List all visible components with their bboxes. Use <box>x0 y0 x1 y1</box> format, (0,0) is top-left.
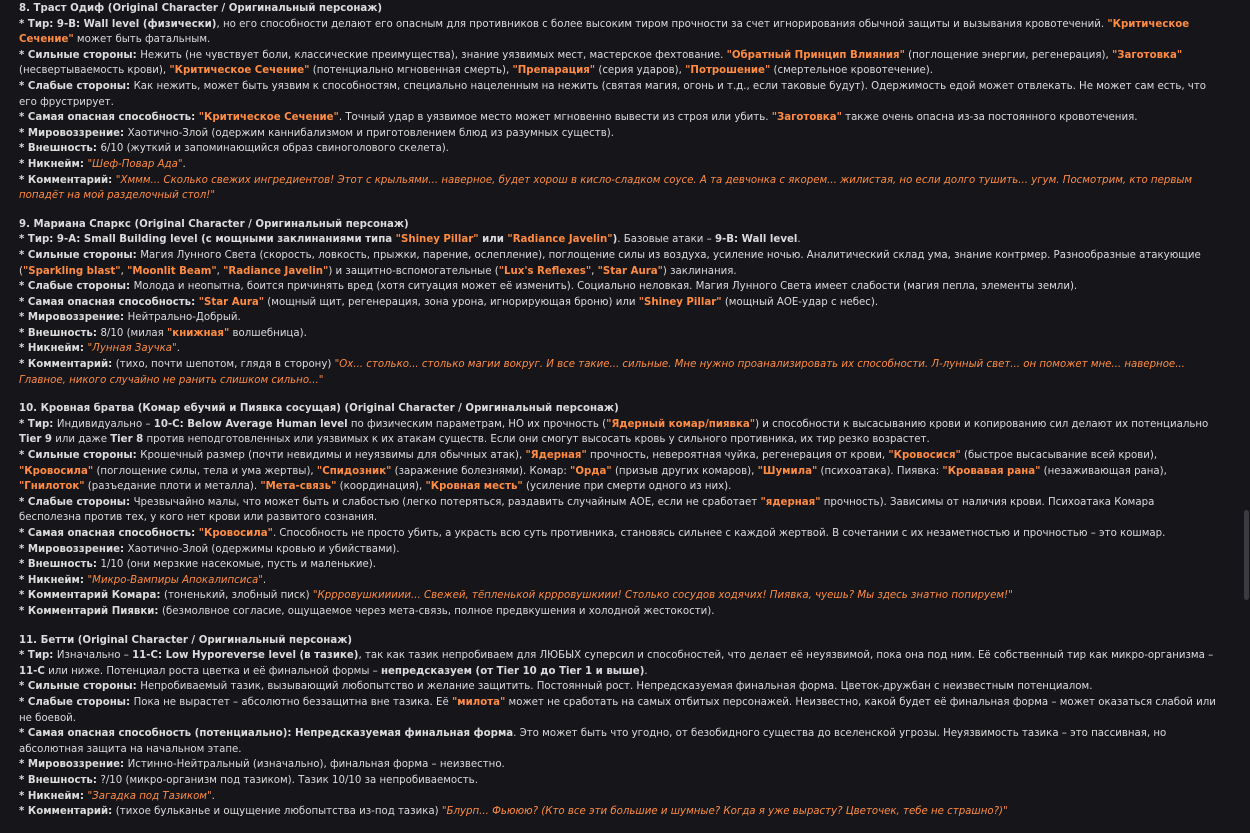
highlight-term: "Критическое Сечение" <box>169 65 310 77</box>
text: . Базовые атаки – <box>617 234 715 246</box>
entry-title: 10. Кровная братва (Комар ебучий и Пиявка сосущая) (Original Character / Оригинальный персонаж) <box>19 403 619 415</box>
highlight-term: "Sparkling blast" <box>22 265 121 277</box>
entry-line <box>19 232 1219 248</box>
text: (тихое бульканье и ощущение любопытства из-под тазика) <box>115 806 442 818</box>
text: может не сработать на самых отбитых персонажей. Неизвестно, какой будет её финальная форма – может оказаться слабой или не боевой. <box>19 696 1216 724</box>
text: (несвертываемость крови), <box>19 65 170 77</box>
text: ) заклинания. <box>662 265 737 277</box>
bold-text: * Слабые стороны: <box>19 496 134 508</box>
bold-text: * Мировоззрение: <box>19 543 128 555</box>
highlight-term: "Star Aura" <box>597 265 663 277</box>
text: Крошечный размер (почти невидимы и неуязвимы для обычных атак), <box>140 450 526 462</box>
bold-text: Tier 8 <box>110 434 144 446</box>
bold-text: * Сильные стороны: <box>19 49 141 61</box>
quote-text: "Микро-Вампиры Апокалипсиса" <box>87 574 263 586</box>
entry-line <box>19 679 1219 695</box>
bold-text: * Никнейм: <box>19 158 88 170</box>
text: . <box>262 574 267 586</box>
bold-text: * Комментарий: <box>19 806 116 818</box>
bold-text: * Никнейм: <box>19 574 88 586</box>
text: Нежить (не чувствует боли, классические преимущества), знание уязвимых мест, мастерское фехтование. <box>140 49 727 61</box>
bold-text: * Сильные стороны: <box>19 681 141 693</box>
text: . Это может быть что угодно, от безобидного существа до вселенской угрозы. Неуязвимость тазика – это пассивная, но абсолютная защита на начальном этапе. <box>19 728 1167 755</box>
text: (психоатака). Пиявка: <box>817 465 943 477</box>
text: , <box>591 265 598 277</box>
highlight-term: "Критическое Сечение" <box>19 18 1190 46</box>
entry-line <box>19 726 1219 757</box>
vertical-scrollbar[interactable] <box>1243 0 1250 798</box>
bold-text: непредсказуем (от Tier 10 до Tier 1 и выше) <box>380 665 645 677</box>
text: (усиление при смерти одного из них). <box>522 481 732 493</box>
highlight-term: "Шумила" <box>757 465 818 477</box>
entry-line <box>19 173 1219 204</box>
entry-line <box>19 648 1219 679</box>
text: (смертельное кровотечение). <box>770 65 933 77</box>
text: Истинно-Нейтральный (изначально), финальная форма – неизвестно. <box>127 759 505 771</box>
entry-line <box>19 110 1219 126</box>
text: , <box>120 265 128 277</box>
entry-line <box>19 417 1219 448</box>
highlight-term: "Radiance Javelin" <box>223 265 329 277</box>
highlight-term: "Star Aura" <box>198 296 265 308</box>
text: 8/10 (милая <box>100 327 167 339</box>
text: Пока не вырастет – абсолютно беззащитна вне тазика. Её <box>133 696 452 708</box>
bold-text: * Самая опасная способность: <box>19 112 199 124</box>
quote-text: "Хммм... Сколько свежих ингредиентов! Этот с крыльями... наверное, будет хорош в кисло-сладком соусе. А та девчонка с якорем... жилистая, но если долго тушить... угум. Посмотрим, кто первым попадёт на мой разделочный стол!" <box>19 174 1193 202</box>
highlight-term: "Кровосися" <box>888 450 961 462</box>
text: . Точный удар в уязвимое место может мгновенно вывести из строя или убить. <box>338 112 772 124</box>
entry-line <box>19 588 1219 604</box>
quote-text: "Кррровушкиииии... Свежей, тёпленькой кррровушкиии! Столько сосудов ходячих! Пиявка, чуешь? Мы здесь знатно попируем!" <box>312 590 1013 602</box>
text: (серия ударов), <box>595 65 686 77</box>
entry-line <box>19 248 1219 279</box>
entry-line <box>19 757 1219 773</box>
bold-text: * Мировоззрение: <box>19 759 128 771</box>
highlight-term: "Кровная месть" <box>425 481 523 493</box>
entry-line <box>19 157 1219 173</box>
highlight-term: "Lux's Reflexes" <box>498 265 592 277</box>
text: (тоненький, злобный писк) <box>164 590 313 602</box>
entry-line <box>19 448 1219 495</box>
text: . <box>182 158 186 170</box>
text: ?/10 (микро-организм под тазиком). Тазик 10/10 за непробиваемость. <box>100 774 478 786</box>
highlight-term: "Заготовка" <box>1111 49 1183 61</box>
highlight-term: "Препарация" <box>512 65 596 77</box>
quote-text: "Шеф-Повар Ада" <box>87 158 183 170</box>
highlight-term: "Moonlit Beam" <box>127 265 217 277</box>
text: Индивидуально – <box>56 418 154 430</box>
entry-line <box>19 79 1219 110</box>
text: 6/10 (жуткий и запоминающийся образ свиноголового скелета). <box>100 143 449 155</box>
text: (потенциально мгновенная смерть), <box>309 65 513 77</box>
text: (быстрое высасывание всей крови), <box>960 450 1158 462</box>
bold-text: * Сильные стороны: <box>19 450 141 462</box>
text: прочность). Зависимы от наличия крови. Психоатака Комара бесполезна против тех, у кого нет крови или развитого сознания. <box>19 496 1155 524</box>
highlight-term: "ядерная" <box>760 496 821 508</box>
bold-text: * Внешность: <box>19 774 101 786</box>
document-body <box>19 1 1219 833</box>
entry-line <box>19 295 1219 311</box>
bold-text: Tier 9 <box>19 434 53 446</box>
text: , <box>216 265 224 277</box>
entry-line <box>19 789 1219 805</box>
text: по физическим параметрам, НО их прочность ( <box>347 418 607 430</box>
entry-line <box>19 48 1219 79</box>
text: Непробиваемый тазик, вызывающий любопытство и желание защитить. Постоянный рост. Непредсказуемая финальная форма. Цветок-дружбан с неизвестным потенциалом. <box>140 681 1093 693</box>
entry-line <box>19 526 1219 542</box>
highlight-term: "Кровосила" <box>19 465 94 477</box>
bold-text: * Никнейм: <box>19 790 88 802</box>
entry-line <box>19 695 1219 726</box>
text: . <box>176 343 180 355</box>
text: . <box>797 234 801 246</box>
text: (мощный АОЕ-удар с небес). <box>721 296 879 308</box>
bold-text: 9-B: Wall level <box>714 234 798 246</box>
entry-line <box>19 357 1219 388</box>
entry-line <box>19 279 1219 295</box>
highlight-term: "Ядерный комар/пиявка" <box>606 418 756 430</box>
highlight-term: "Критическое Сечение" <box>198 112 339 124</box>
bold-text: 11-C: Low Hyporeverse level (в тазике) <box>132 650 359 662</box>
text: . Способность не просто убить, а украсть всю суть противника, становясь сильнее с каждой жертвой. В сочетании с их незаметностью и прочностью – это кошмар. <box>272 528 1166 539</box>
entry-line <box>19 773 1219 789</box>
entry-line <box>19 604 1219 620</box>
scrollbar-thumb[interactable] <box>1244 510 1249 600</box>
character-entry <box>19 217 1219 389</box>
entry-line <box>19 310 1219 326</box>
bold-text: * Сильные стороны: <box>19 249 141 261</box>
highlight-term: "Radiance Javelin" <box>507 234 613 246</box>
highlight-term: "милота" <box>451 696 506 708</box>
highlight-term: "Кровавая рана" <box>942 465 1041 477</box>
quote-text: "Лунная Заучка" <box>87 343 177 355</box>
bold-text: или <box>478 234 508 246</box>
highlight-term: "книжная" <box>166 327 230 339</box>
character-entry <box>19 1 1219 204</box>
text: также очень опасна из-за постоянного кровотечения. <box>841 112 1138 124</box>
highlight-term: "Спидозник" <box>316 465 392 477</box>
bold-text: 11-C <box>19 665 45 677</box>
quote-text: "Загадка под Тазиком" <box>87 790 212 802</box>
entry-line <box>19 17 1219 48</box>
text: (незаживающая рана), <box>1040 465 1167 477</box>
text: прочность, невероятная чуйка, регенерация от крови, <box>586 450 889 462</box>
text: (призыв других комаров), <box>611 465 758 477</box>
bold-text: * Самая опасная способность: <box>19 528 199 539</box>
text: Молода и неопытна, боится причинять вред (хотя ситуация может её изменить). Социально неловкая. Магия Лунного Света имеет слабости (магия пепла, элементы земли). <box>133 281 1078 293</box>
bold-text: * Самая опасная способность (потенциально): Непредсказуемая финальная форма <box>19 728 514 740</box>
text: ) и защитно-вспомогательные ( <box>328 265 499 277</box>
text: (безмолвное согласие, ощущаемое через мета-связь, полное предвкушения и холодной жестокости). <box>162 605 715 617</box>
entry-line <box>19 542 1219 558</box>
text: . <box>644 665 648 677</box>
quote-text: "Ох... столько... столько магии вокруг. И все такие... сильные. Мне нужно проанализировать их способности. Л-лунный свет... он поможет мне... наверное... Главное, никого случайно не ранить слишком сильно..." <box>19 359 1185 386</box>
text: ) и способности к высасыванию крови и копированию сил делают их потенциально <box>755 418 1209 430</box>
text: , так как тазик непробиваем для ЛЮБЫХ суперсил и способностей, что делает её неуязвимой, пока она под ним. Её собственный тир как микро-организма – <box>358 650 1214 662</box>
entry-title: 8. Траст Одиф (Original Character / Оригинальный персонаж) <box>19 3 383 14</box>
highlight-term: "Заготовка" <box>771 112 842 124</box>
text: Чрезвычайно малы, что может быть и слабостью (легко потеряться, раздавить случайным АОЕ, если не сработает <box>133 496 761 508</box>
text: (поглощение силы, тела и ума жертвы), <box>93 465 317 477</box>
bold-text: 10-C: Below Average Human level <box>153 418 348 430</box>
text: или даже <box>52 434 111 446</box>
entry-line <box>19 573 1219 589</box>
text: против неподготовленных или уязвимых к их атакам существ. Если они смогут высосать кровь у сильного противника, их тир резко возрастет. <box>143 434 930 446</box>
highlight-term: "Shiney Pillar" <box>638 296 722 308</box>
text: (мощный щит, регенерация, зона урона, игнорирующая броню) или <box>264 296 639 308</box>
entry-title: 11. Бетти (Original Character / Оригинальный персонаж) <box>19 634 352 646</box>
text: , но его способности делают его опасным для противников с более высоким тиром прочности за счет игнорирования обычной защиты и вызывания кровотечений. <box>216 18 1108 30</box>
text: (заражение болезнями). Комар: <box>391 465 571 477</box>
entry-title: 9. Мариана Спаркс (Original Character / Оригинальный персонаж) <box>19 218 409 230</box>
highlight-term: "Мета-связь" <box>260 481 337 493</box>
bold-text: * Никнейм: <box>19 343 88 355</box>
highlight-term: "Обратный Принцип Влияния" <box>726 49 905 61</box>
bold-text: * Самая опасная способность: <box>19 296 199 308</box>
entry-line <box>19 326 1219 342</box>
text: Как нежить, может быть уязвим к способностям, специально нацеленным на нежить (святая магия, огонь и т.д., если таковые будут). Одержимость едой может отвлекать. Не может сам есть, что его фрустрирует. <box>19 80 1206 108</box>
bold-text: * Комментарий: <box>19 174 116 186</box>
bold-text: * Мировоззрение: <box>19 127 128 139</box>
text: может быть фатальным. <box>73 34 211 46</box>
character-entry <box>19 401 1219 619</box>
bold-text: * Тир: <box>19 650 57 662</box>
bold-text: * Внешность: <box>19 327 101 339</box>
entry-line <box>19 495 1219 526</box>
text: (поглощение энергии, регенерация), <box>904 49 1112 61</box>
text: (разъедание плоти и металла). <box>84 481 261 493</box>
bold-text: * Слабые стороны: <box>19 281 134 293</box>
entry-line <box>19 126 1219 142</box>
text: Магия Лунного Света (скорость, ловкость, прыжки, парение, ослепление), поглощение силы из воздуха, усиление ночью. Аналитический склад ума, знание контрмер. Разнообразные атакующие ( <box>19 249 1201 277</box>
highlight-term: "Ядерная" <box>525 450 587 462</box>
bold-text: * Тир: 9-B: Wall level (физически) <box>19 18 217 30</box>
bold-text: * Комментарий: <box>19 359 116 371</box>
highlight-term: "Гнилоток" <box>19 481 85 493</box>
bold-text: ) <box>612 234 618 246</box>
bold-text: * Тир: <box>19 418 57 430</box>
character-entry <box>19 633 1219 820</box>
text: волшебница). <box>229 327 307 339</box>
text: Хаотично-Злой (одержимы кровью и убийствами). <box>127 543 400 555</box>
bold-text: * Комментарий Комара: <box>19 590 165 602</box>
text: или ниже. Потенциал роста цветка и её финальной формы – <box>44 665 381 677</box>
entry-line <box>19 141 1219 157</box>
text: Хаотично-Злой (одержим каннибализмом и приготовлением блюд из разумных существ). <box>127 127 614 139</box>
bold-text: * Тир: 9-A: Small Building level (с мощными заклинаниями типа <box>19 234 396 246</box>
quote-text: "Блурп... Фьююю? (Кто все эти большие и шумные? Когда я уже вырасту? Цветочек, тебе не страшно?)" <box>441 806 1008 818</box>
bold-text: * Комментарий Пиявки: <box>19 605 163 617</box>
highlight-term: "Орда" <box>570 465 612 477</box>
highlight-term: "Потрошение" <box>685 65 771 77</box>
highlight-term: "Кровосила" <box>198 528 273 539</box>
text: . <box>211 790 215 802</box>
entry-line <box>19 557 1219 573</box>
highlight-term: "Shiney Pillar" <box>395 234 479 246</box>
entry-line <box>19 804 1219 820</box>
text: (тихо, почти шепотом, глядя в сторону) <box>115 359 335 371</box>
bold-text: * Слабые стороны: <box>19 80 134 92</box>
text: 1/10 (они мерзкие насекомые, пусть и маленькие). <box>100 559 376 571</box>
bold-text: * Мировоззрение: <box>19 312 128 324</box>
text: Изначально – <box>56 650 133 662</box>
text: Нейтрально-Добрый. <box>127 312 241 324</box>
bold-text: * Слабые стороны: <box>19 696 134 708</box>
entry-line <box>19 341 1219 357</box>
text: (координация), <box>336 481 426 493</box>
bold-text: * Внешность: <box>19 143 101 155</box>
bold-text: * Внешность: <box>19 559 101 571</box>
